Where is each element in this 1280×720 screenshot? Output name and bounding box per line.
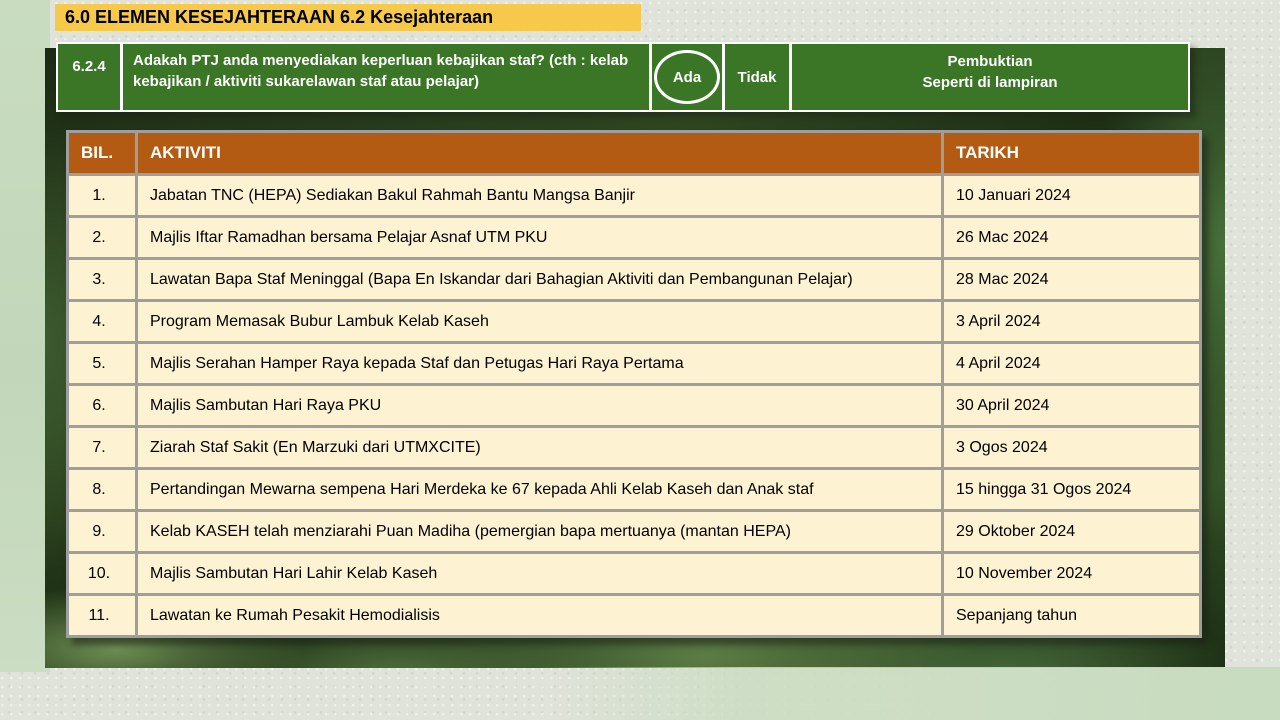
answer-option-ada-label: Ada — [672, 68, 702, 86]
evidence-cell — [792, 44, 1188, 110]
row-number-cell: 9. — [69, 512, 135, 551]
table-row — [69, 176, 1199, 215]
evidence-line2: Seperti di lampiran — [922, 74, 1058, 91]
date-cell: 29 Oktober 2024 — [944, 512, 1199, 551]
assessment-question: Adakah PTJ anda menyediakan keperluan kebajikan staf? (cth : kelab kebajikan / aktiviti sukarelawan staf atau pelajar) — [123, 44, 649, 110]
answer-option-ada — [652, 44, 722, 110]
activities-table — [66, 130, 1202, 638]
activity-cell: Kelab KASEH telah menziarahi Puan Madiha (pemergian bapa mertuanya (mantan HEPA) — [138, 512, 941, 551]
row-number-cell: 7. — [69, 428, 135, 467]
row-number-cell: 8. — [69, 470, 135, 509]
date-cell: 3 April 2024 — [944, 302, 1199, 341]
date-cell: 4 April 2024 — [944, 344, 1199, 383]
table-row — [69, 554, 1199, 593]
table-row — [69, 302, 1199, 341]
table-row — [69, 260, 1199, 299]
activity-cell: Program Memasak Bubur Lambuk Kelab Kaseh — [138, 302, 941, 341]
activity-cell: Jabatan TNC (HEPA) Sediakan Bakul Rahmah Bantu Mangsa Banjir — [138, 176, 941, 215]
activity-cell: Pertandingan Mewarna sempena Hari Merdeka ke 67 kepada Ahli Kelab Kaseh dan Anak staf — [138, 470, 941, 509]
date-cell: 10 November 2024 — [944, 554, 1199, 593]
table-row — [69, 428, 1199, 467]
activity-cell: Majlis Sambutan Hari Raya PKU — [138, 386, 941, 425]
table-row — [69, 512, 1199, 551]
left-watercolor-wash — [0, 0, 50, 672]
slide-title-banner — [55, 4, 641, 31]
column-header-bil: BIL. — [69, 133, 135, 173]
answer-option-tidak-label: Tidak — [737, 68, 777, 86]
table-row — [69, 386, 1199, 425]
activity-cell: Majlis Iftar Ramadhan bersama Pelajar Asnaf UTM PKU — [138, 218, 941, 257]
slide-title: 6.0 ELEMEN KESEJAHTERAAN 6.2 Kesejahteraan — [65, 7, 494, 27]
answer-option-tidak — [725, 44, 789, 110]
assessment-item-code: 6.2.4 — [58, 44, 120, 110]
column-header-aktiviti: AKTIVITI — [138, 133, 941, 173]
row-number-cell: 3. — [69, 260, 135, 299]
date-cell: Sepanjang tahun — [944, 596, 1199, 635]
row-number-cell: 10. — [69, 554, 135, 593]
date-cell: 30 April 2024 — [944, 386, 1199, 425]
bottom-watercolor-wash — [0, 667, 1280, 720]
row-number-cell: 6. — [69, 386, 135, 425]
date-cell: 3 Ogos 2024 — [944, 428, 1199, 467]
date-cell: 15 hingga 31 Ogos 2024 — [944, 470, 1199, 509]
activity-cell: Lawatan Bapa Staf Meninggal (Bapa En Iskandar dari Bahagian Aktiviti dan Pembangunan Pelajar) — [138, 260, 941, 299]
activity-cell: Majlis Serahan Hamper Raya kepada Staf dan Petugas Hari Raya Pertama — [138, 344, 941, 383]
row-number-cell: 5. — [69, 344, 135, 383]
table-row — [69, 596, 1199, 635]
date-cell: 28 Mac 2024 — [944, 260, 1199, 299]
selected-answer-circle — [654, 50, 720, 104]
table-row — [69, 344, 1199, 383]
activity-cell: Ziarah Staf Sakit (En Marzuki dari UTMXCITE) — [138, 428, 941, 467]
date-cell: 26 Mac 2024 — [944, 218, 1199, 257]
activity-cell: Lawatan ke Rumah Pesakit Hemodialisis — [138, 596, 941, 635]
date-cell: 10 Januari 2024 — [944, 176, 1199, 215]
row-number-cell: 4. — [69, 302, 135, 341]
assessment-header-table — [56, 42, 1190, 112]
row-number-cell: 2. — [69, 218, 135, 257]
table-row — [69, 218, 1199, 257]
column-header-tarikh: TARIKH — [944, 133, 1199, 173]
activity-cell: Majlis Sambutan Hari Lahir Kelab Kaseh — [138, 554, 941, 593]
row-number-cell: 1. — [69, 176, 135, 215]
activities-table-body — [69, 176, 1199, 635]
table-row — [69, 470, 1199, 509]
row-number-cell: 11. — [69, 596, 135, 635]
activities-table-header-row — [69, 133, 1199, 173]
evidence-line1: Pembuktian — [947, 53, 1033, 70]
